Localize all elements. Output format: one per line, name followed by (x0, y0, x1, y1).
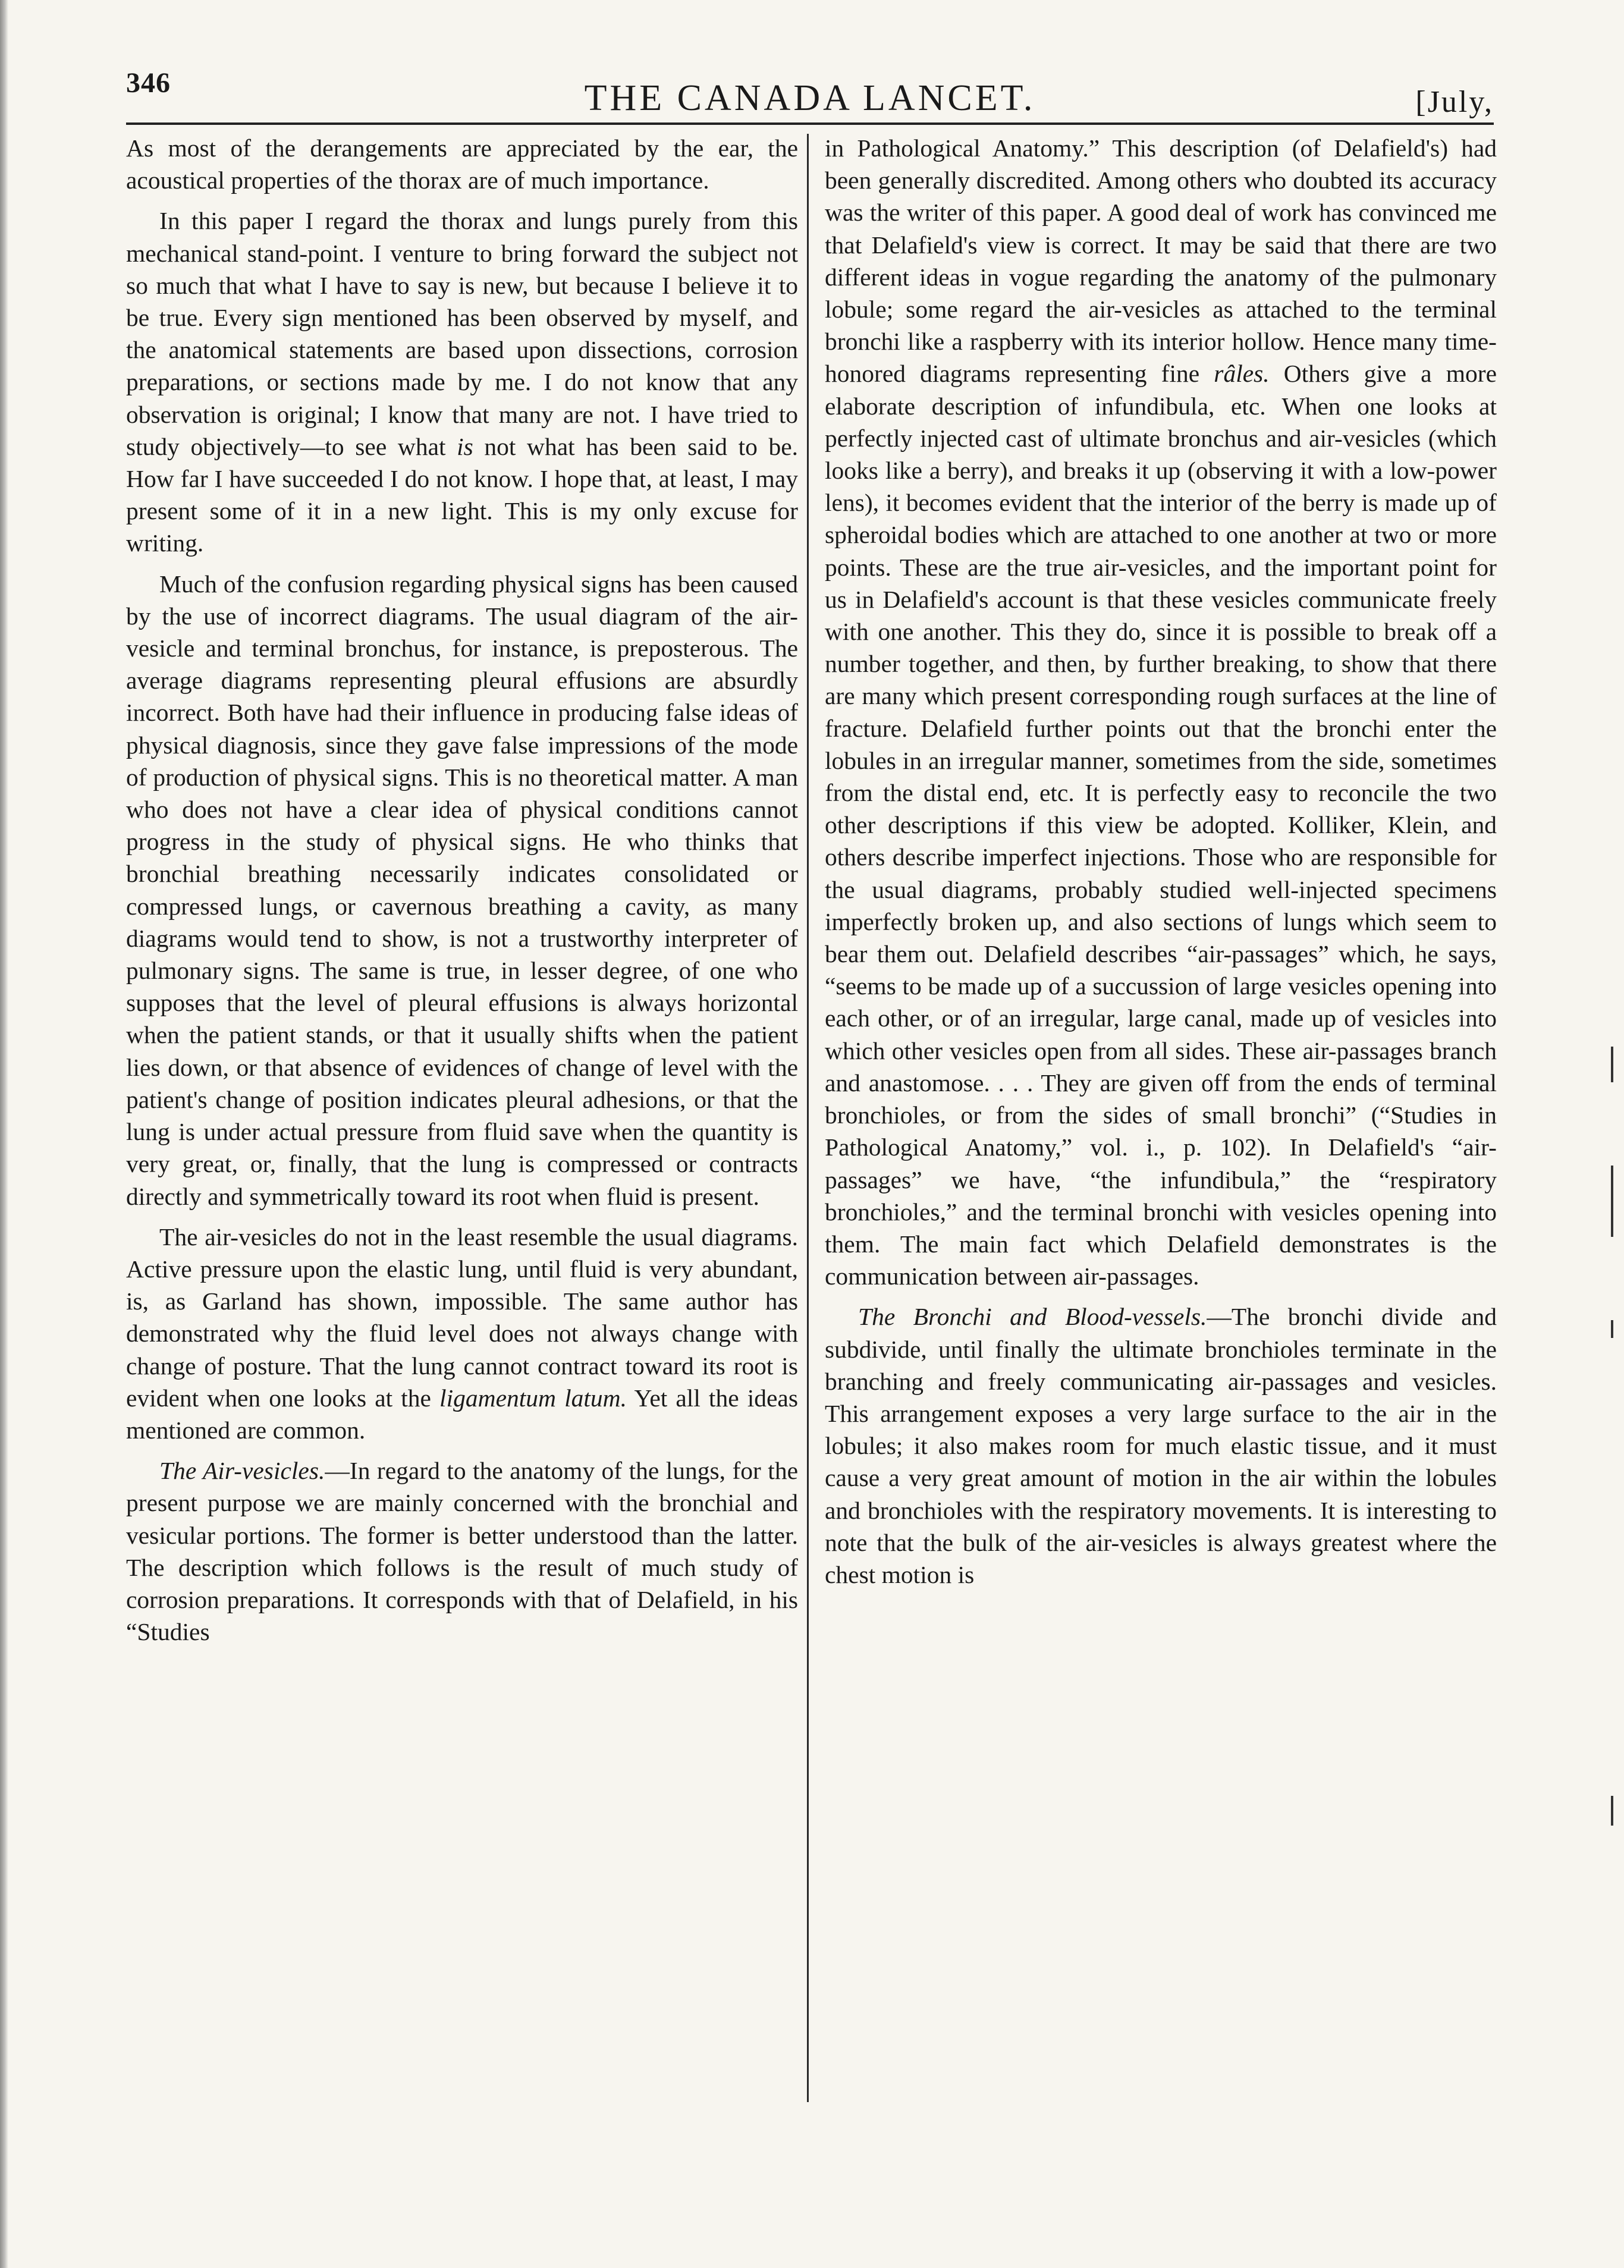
paragraph (126, 132, 798, 196)
paragraph-text: —The bronchi divide and subdivide, until finally the ultimate bronchioles terminate in the branching and freely communicating air-passages and vesicles. This arrangement exposes a very large surface to the air in the lobules; it also makes room for much elastic tissue, and it must cause a very great amount of motion in the air within the lobules and bronchioles with the respiratory movements. It is interesting to note that the bulk of the air-vesicles is always greatest where the chest motion is (825, 1303, 1497, 1588)
italic-text: ligamentum latum. (439, 1384, 627, 1412)
paragraph (126, 1221, 798, 1446)
paragraph (126, 568, 798, 1212)
paragraph-text: In this paper I regard the thorax and lungs purely from this mechanical stand-point. I venture to bring forward the subject not so much that what I have to say is new, but because I believe it to be true. Every sign mentioned has been observed by myself, and the anatomical statements are based upon dissections, corrosion preparations, or sections made by me. I do not know that any observation is original; I know that many are not. I have tried to study objectively—to see what (126, 207, 798, 460)
section-heading: The Bronchi and Blood-vessels. (858, 1303, 1207, 1331)
section-heading: The Air-vesicles. (159, 1457, 325, 1485)
paragraph-text: —In regard to the anatomy of the lungs, for the present purpose we are mainly concerned with the bronchial and vesicular portions. The former is better understood than the latter. The description which follows is the result of much study of corrosion preparations. It corresponds with that of Delafield, in his “Studies (126, 1457, 799, 1646)
page-number: 346 (126, 67, 171, 99)
paragraph-text: Much of the confusion regarding physical signs has been caused by the use of incorrect diagrams. The usual diagram of the air-vesicle and terminal bronchus, for instance, is preposterous. The average diagrams representing pleural effusions are absurdly incorrect. Both have had their influence in producing false ideas of physical diagnosis, since they gave false impressions of the mode of production of physical signs. This is no theoretical matter. A man who does not have a clear idea of physical conditions cannot progress in the study of physical signs. He who thinks that bronchial breathing necessarily indicates consolidated or compressed lungs, or cavernous breathing a cavity, as many diagrams would tend to show, is not a trustworthy interpreter of pulmonary signs. The same is true, in lesser degree, of one who supposes that the level of pleural effusions is always horizontal when the patient stands, or that it usually shifts when the patient lies down, or that absence of evidences of change of level with the patient's change of position indicates pleural adhesions, or that the lung is under actual pressure from fluid save when the quantity is very great, or, finally, that the lung is compressed or contracts directly and symmetrically toward its root when fluid is present. (126, 570, 798, 1210)
paragraph-text: As most of the derangements are appreciated by the ear, the acoustical properties of the thorax are of much importance. (126, 134, 798, 194)
margin-mark (1611, 1166, 1613, 1237)
margin-mark (1611, 1320, 1613, 1338)
header-rule (126, 122, 1494, 125)
paragraph-text: Others give a more elaborate description of infundibula, etc. When one looks at perfectly injected cast of ultimate bronchus and air-vesicles (which looks like a berry), and breaks it up (observing it with a low-power lens), it becomes evident that the interior of the berry is made up of spheroidal bodies which are attached to one another at two or more points. These are the true air-vesicles, and the important point for us in Delafield's account is that these vesicles communicate freely with one another. This they do, since it is possible to break off a number together, and then, by further breaking, to show that there are many which present corresponding rough surfaces at the line of fracture. Delafield further points out that the bronchi enter the lobules in an irregular manner, sometimes from the side, sometimes from the distal end, etc. It is perfectly easy to reconcile the two other descriptions if this view be adopted. Kolliker, Klein, and others describe imperfect injections. Those who are responsible for the usual diagrams, probably studied well-injected specimens imperfectly broken up, and also sections of lungs which seem to bear them out. Delafield describes “air-passages” which, he says, “seems to be made up of a succussion of large vesicles opening into each other, or of an irregular, large canal, made up of vesicles into which other vesicles open from all sides. These air-passages branch and anastomose. . . . They are given off from the ends of terminal bronchioles, or from the sides of small bronchi” (“Studies in Pathological Anatomy,” vol. i., p. 102). In Delafield's “air-passages” we have, “the infundibula,” the “respiratory bronchioles,” and the terminal bronchi with vesicles opening into them. The main fact which Delafield demonstrates is the communication between air-passages. (825, 360, 1497, 1290)
paragraph-text: in Pathological Anatomy.” This description (of Delafield's) had been generally discredited. Among others who doubted its accuracy was the writer of this paper. A good deal of work has convinced me that Delafield's view is correct. It may be said that there are two different ideas in vogue regarding the anatomy of the pulmonary lobule; some regard the air-vesicles as attached to the terminal bronchi like a raspberry with its interior hollow. Hence many time-honored diagrams representing fine (825, 134, 1497, 388)
paragraph-text: The air-vesicles do not in the least resemble the usual diagrams. Active pressure upon the elastic lung, until fluid is very abundant, is, as Garland has shown, impossible. The same author has demonstrated why the fluid level does not always change with change of posture. That the lung cannot contract toward its root is evident when one looks at the (126, 1223, 798, 1412)
margin-mark (1611, 1047, 1613, 1082)
left-column (126, 132, 798, 1648)
running-title: THE CANADA LANCET. (584, 78, 1036, 118)
page-binding-edge (0, 0, 8, 2268)
margin-marks (1600, 1011, 1624, 1843)
right-column (825, 132, 1497, 1591)
paragraph (825, 1301, 1497, 1591)
paragraph (825, 132, 1497, 1292)
column-divider (807, 134, 809, 2102)
italic-text: râles. (1214, 360, 1270, 388)
running-month: [July, (1415, 85, 1494, 119)
paragraph-text: not what has been said to be. How far I have succeeded I do not know. I hope that, at least, I may present some of it in a new light. This is my only excuse for writing. (126, 432, 798, 557)
paragraph (126, 205, 798, 559)
running-header (126, 67, 1494, 120)
italic-text: is (457, 432, 473, 460)
margin-mark (1611, 1796, 1613, 1826)
paragraph (126, 1455, 798, 1648)
paragraph-text: Yet all the ideas mentioned are common. (126, 1384, 798, 1444)
